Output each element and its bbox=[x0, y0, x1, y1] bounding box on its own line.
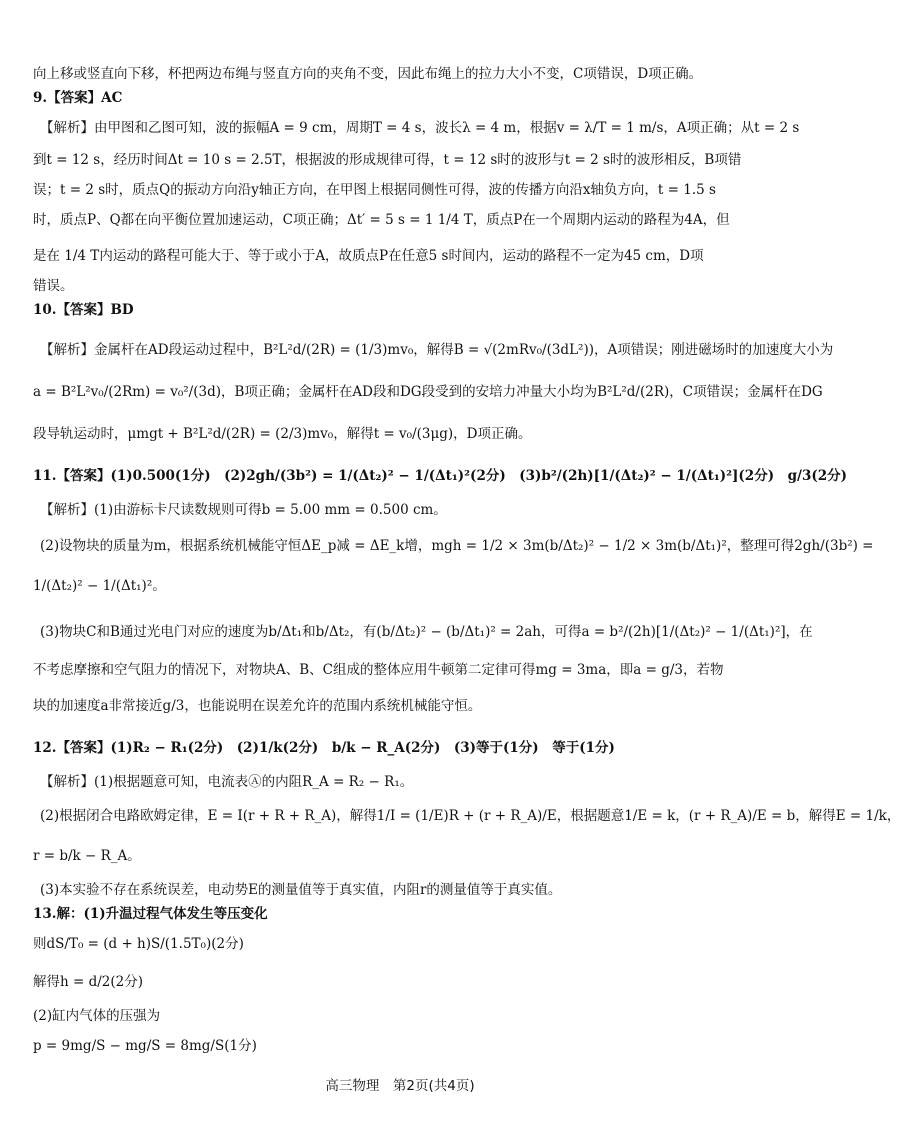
line-24: 13.解：(1)升温过程气体发生等压变化 bbox=[33, 906, 268, 922]
line-17: 不考虑摩擦和空气阻力的情况下，对物块A、B、C组成的整体应用牛顿第二定律可得mg = 3ma，即a = g/3，若物 bbox=[33, 662, 724, 678]
line-5: 时，质点P、Q都在向平衡位置加速运动，C项正确；Δt′ = 5 s = 1 1/4 T，质点P在一个周期内运动的路程为4A，但 bbox=[33, 212, 730, 228]
line-22: r = b/k − R_A。 bbox=[33, 848, 141, 864]
line-0: 向上移或竖直向下移，杯把两边布绳与竖直方向的夹角不变，因此布绳上的拉力大小不变，C项错误，D项正确。 bbox=[33, 66, 703, 82]
line-4: 误；t = 2 s时，质点Q的振动方向沿y轴正方向，在甲图上根据同侧性可得，波的传播方向沿x轴负方向，t = 1.5 s bbox=[33, 182, 716, 198]
line-12: 11.【答案】(1)0.500(1分) (2)2gh/(3b²) = 1/(Δt₂)² − 1/(Δt₁)²(2分) (3)b²/(2h)[1/(Δt₂)² − 1/(Δt₁)²](2分) g/3(2分) bbox=[33, 468, 848, 484]
line-8: 10.【答案】BD bbox=[33, 302, 134, 318]
line-2: 【解析】由甲图和乙图可知，波的振幅A = 9 cm，周期T = 4 s，波长λ = 4 m，根据v = λ/T = 1 m/s，A项正确；从t = 2 s bbox=[40, 120, 800, 136]
line-26: 解得h = d/2(2分) bbox=[33, 974, 143, 990]
line-11: 段导轨运动时，μmgt + B²L²d/(2R) = (2/3)mv₀，解得t = v₀/(3μg)，D项正确。 bbox=[33, 426, 532, 442]
line-7: 错误。 bbox=[33, 278, 74, 294]
line-14: (2)设物块的质量为m，根据系统机械能守恒ΔE_p减 = ΔE_k增，mgh = 1/2 × 3m(b/Δt₂)² − 1/2 × 3m(b/Δt₁)²，整理可得2gh/(3b²) = bbox=[40, 538, 874, 554]
line-3: 到t = 12 s，经历时间Δt = 10 s = 2.5T，根据波的形成规律可得，t = 12 s时的波形与t = 2 s时的波形相反，B项错 bbox=[33, 152, 742, 168]
line-18: 块的加速度a非常接近g/3，也能说明在误差允许的范围内系统机械能守恒。 bbox=[33, 698, 482, 714]
line-23: (3)本实验不存在系统误差，电动势E的测量值等于真实值，内阻r的测量值等于真实值。 bbox=[40, 882, 562, 898]
line-27: (2)缸内气体的压强为 bbox=[33, 1008, 161, 1024]
line-19: 12.【答案】(1)R₂ − R₁(2分) (2)1/k(2分) b/k − R_A(2分) (3)等于(1分) 等于(1分) bbox=[33, 740, 615, 756]
line-15: 1/(Δt₂)² − 1/(Δt₁)²。 bbox=[33, 578, 166, 594]
line-16: (3)物块C和B通过光电门对应的速度为b/Δt₁和b/Δt₂，有(b/Δt₂)² − (b/Δt₁)² = 2ah，可得a = b²/(2h)[1/(Δt₂)² − 1/(Δt₁)²]，在 bbox=[40, 624, 813, 640]
line-13: 【解析】(1)由游标卡尺读数规则可得b = 5.00 mm = 0.500 cm。 bbox=[40, 502, 447, 518]
line-21: (2)根据闭合电路欧姆定律，E = I(r + R + R_A)，解得1/I = (1/E)R + (r + R_A)/E，根据题意1/E = k，(r + R_A)/E = b，解得E = 1/k， bbox=[40, 808, 900, 824]
line-10: a = B²L²v₀/(2Rm) = v₀²/(3d)，B项正确；金属杆在AD段和DG段受到的安培力冲量大小均为B²L²d/(2R)，C项错误；金属杆在DG bbox=[33, 384, 823, 400]
line-28: p = 9mg/S − mg/S = 8mg/S(1分) bbox=[33, 1038, 257, 1054]
page-footer: 高三物理 第2页(共4页) bbox=[325, 1078, 475, 1094]
line-25: 则dS/T₀ = (d + h)S/(1.5T₀)(2分) bbox=[33, 936, 244, 952]
line-20: 【解析】(1)根据题意可知，电流表Ⓐ的内阻R_A = R₂ − R₁。 bbox=[40, 774, 414, 790]
line-1: 9.【答案】AC bbox=[33, 90, 123, 106]
line-6: 是在 1/4 T内运动的路程可能大于、等于或小于A，故质点P在任意5 s时间内，运动的路程不一定为45 cm，D项 bbox=[33, 248, 704, 264]
line-9: 【解析】金属杆在AD段运动过程中，B²L²d/(2R) = (1/3)mv₀，解得B = √(2mRv₀/(3dL²))，A项错误；刚进磁场时的加速度大小为 bbox=[40, 342, 834, 358]
